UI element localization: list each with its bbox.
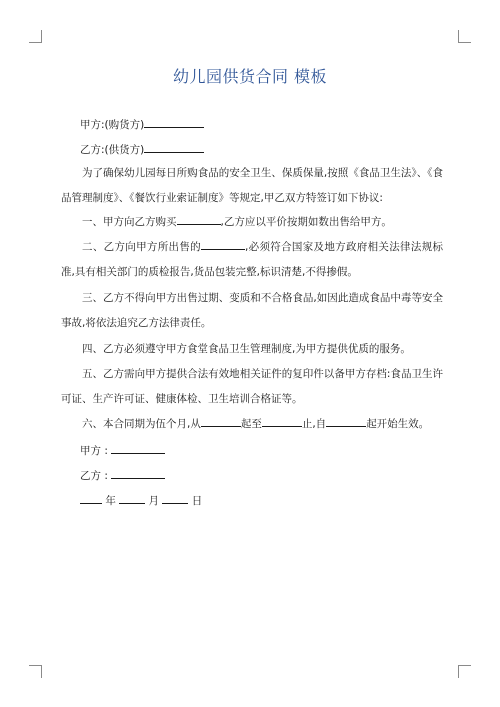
- date-year-blank[interactable]: [80, 493, 102, 504]
- document-title: 幼儿园供货合同 模板: [172, 67, 328, 86]
- clause-6-text-mid2: 止,自: [301, 418, 327, 430]
- party-b-line: [80, 142, 204, 157]
- clause-6-text-pre: 六、本合同期为伍个月,从: [82, 418, 201, 430]
- clause-6-text-mid1: 起至: [240, 418, 262, 430]
- date-line: [80, 493, 202, 508]
- page-corner-mark-bottom-right: [458, 665, 471, 678]
- page-corner-mark-bottom-left: [29, 665, 42, 678]
- date-year-label: 年: [105, 495, 116, 507]
- party-a-line: [80, 117, 204, 132]
- clause-6: [61, 412, 443, 437]
- clause-1: [61, 210, 443, 235]
- clause-6-start-blank[interactable]: [201, 416, 241, 427]
- date-day-label: 日: [191, 495, 203, 507]
- signature-party-b: [80, 468, 165, 483]
- signature-party-a-label: 甲方 :: [80, 445, 108, 457]
- party-b-label: 乙方:(供货方): [80, 144, 145, 156]
- date-month-blank[interactable]: [119, 493, 145, 504]
- page-corner-mark-top-right: [458, 30, 471, 43]
- date-month-label: 月: [148, 495, 160, 507]
- clause-2: [61, 235, 443, 285]
- clause-6-end-blank[interactable]: [262, 416, 302, 427]
- party-a-blank[interactable]: [144, 117, 204, 128]
- signature-party-a-blank[interactable]: [111, 443, 165, 454]
- clause-1-text-pre: 一、甲方向乙方购买: [82, 216, 177, 228]
- party-a-label: 甲方:(购货方): [80, 119, 145, 131]
- clause-2-text-pre: 二、乙方向甲方所出售的: [82, 241, 201, 253]
- clause-2-blank[interactable]: [201, 239, 245, 250]
- date-day-blank[interactable]: [162, 493, 188, 504]
- clause-4: 四、乙方必须遵守甲方食堂食品卫生管理制度,为甲方提供优质的服务。: [82, 343, 411, 355]
- signature-party-a: [80, 443, 165, 458]
- clause-6-text-post: 起开始生效。: [366, 418, 430, 430]
- clause-5: 五、乙方需向甲方提供合法有效地相关证件的复印件以备甲方存档:食品卫生许可证、生产许可证、健康体检、卫生培训合格证等。: [61, 368, 443, 405]
- party-b-blank[interactable]: [144, 142, 204, 153]
- clause-2-text-post: ,必须符合国家及地方政府相关法律法规标准,具有相关部门的质检报告,货品包装完整,标识清楚,不得掺假。: [61, 241, 444, 278]
- clause-6-effective-blank[interactable]: [326, 416, 366, 427]
- clause-1-blank[interactable]: [177, 214, 221, 225]
- clause-1-text-post: ,乙方应以平价按期如数出售给甲方。: [220, 216, 392, 228]
- page-corner-mark-top-left: [29, 30, 42, 43]
- signature-party-b-blank[interactable]: [111, 468, 165, 479]
- intro-paragraph: 为了确保幼儿园每日所购食品的安全卫生、保质保量,按照《食品卫生法》、《食品管理制度》、《餐饮行业索证制度》等规定,甲乙双方特签订如下协议:: [61, 167, 443, 204]
- clause-3: 三、乙方不得向甲方出售过期、变质和不合格食品,如因此造成食品中毒等安全事故,将依法追究乙方法律责任。: [61, 292, 443, 329]
- signature-party-b-label: 乙方 :: [80, 470, 108, 482]
